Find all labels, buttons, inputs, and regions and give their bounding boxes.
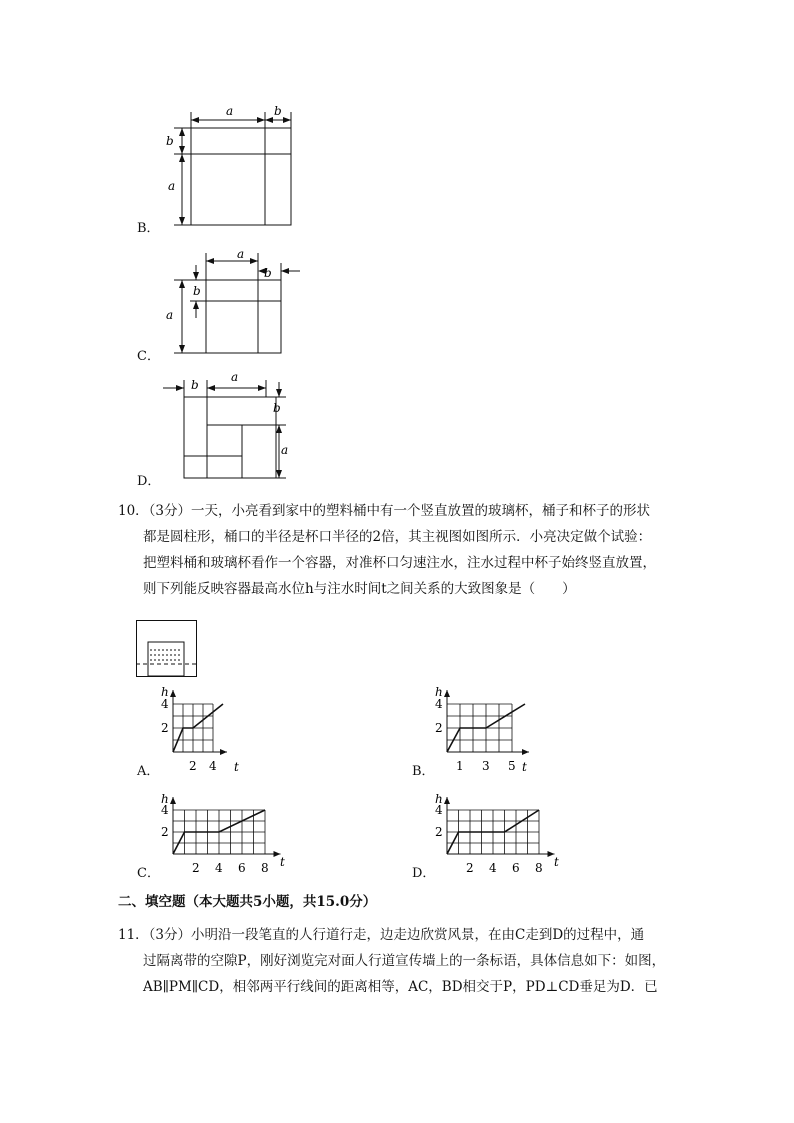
label-b: b [273,401,281,415]
label-a: a [168,179,176,193]
question-text: 都是圆柱形，桶口的半径是杯口半径的2倍，其主视图如图所示．小亮决定做个试验： [143,529,652,545]
x-tick-label: 8 [535,861,543,875]
q10-option-a-label: A． [137,764,160,779]
y-axis-label: h [435,685,443,699]
q9-figure-b [160,98,310,233]
y-tick-label: 2 [435,825,443,839]
x-tick-label: 4 [209,759,217,773]
chart-option-d [432,786,564,878]
label-b: b [274,104,282,118]
label-b: b [264,266,272,280]
x-tick-label: 6 [512,861,520,875]
y-tick-label: 2 [161,825,169,839]
y-tick-label: 4 [435,803,443,817]
x-tick-label: 2 [189,759,197,773]
q10-option-d-label: D． [412,866,436,881]
chart-option-c [158,786,290,878]
x-axis-label: t [522,760,527,774]
x-tick-label: 6 [238,861,246,875]
x-tick-label: 2 [466,861,474,875]
chart-option-a [158,683,248,775]
y-axis-label: h [161,685,169,699]
y-axis-arrow [170,797,176,804]
question-number: 10．（3分） [118,503,192,519]
label-a: a [281,443,289,457]
y-axis-label: h [161,792,169,806]
question-10 [118,498,688,602]
q10-option-b-label: B． [412,764,435,779]
label-b: b [166,134,174,148]
y-tick-label: 4 [161,803,169,817]
q9-figure-c [160,243,310,358]
x-tick-label: 2 [192,861,200,875]
y-axis-label: h [435,792,443,806]
question-text: 小明沿一段笔直的人行道行走，边走边欣赏风景，在由C走到D的过程中，通 [191,927,645,943]
x-tick-label: 4 [215,861,223,875]
label-b: b [191,378,199,392]
x-tick-label: 8 [261,861,269,875]
x-axis-label: t [234,760,239,774]
label-a: a [231,370,239,384]
question-text: AB∥PM∥CD，相邻两平行线间的距离相等，AC，BD相交于P，PD⊥CD垂足为D．已 [143,979,658,995]
container-front-view [136,620,198,678]
x-tick-label: 4 [489,861,497,875]
q10-option-c-label: C． [137,866,160,881]
y-tick-label: 4 [435,697,443,711]
label-a: a [166,308,174,322]
question-text: 则下列能反映容器最高水位h与注水时间t之间关系的大致图象是（ ） [143,581,576,597]
y-tick-label: 2 [161,721,169,735]
y-tick-label: 4 [161,697,169,711]
q9-option-b-label: B． [137,221,160,236]
section-title: 二、填空题（本大题共5小题，共15.0分） [118,894,377,910]
label-a: a [226,104,234,118]
y-axis-arrow [170,690,176,697]
q9-option-c-label: C． [137,349,160,364]
x-axis-label: t [554,855,559,869]
question-number: 11．（3分） [118,927,192,943]
y-axis-arrow [444,797,450,804]
chart-option-b [432,683,532,775]
x-tick-label: 1 [456,759,464,773]
label-a: a [237,247,245,261]
x-tick-label: 5 [508,759,516,773]
q9-option-d-label: D． [137,474,161,489]
x-axis-label: t [280,855,285,869]
question-text: 把塑料桶和玻璃杯看作一个容器，对准杯口匀速注水，注水过程中杯子始终竖直放置， [143,555,656,571]
question-11 [118,922,688,1000]
question-text: 过隔离带的空隙P，刚好浏览完对面人行道宣传墙上的一条标语，具体信息如下：如图， [143,953,666,969]
label-b: b [193,284,201,298]
x-tick-label: 3 [482,759,490,773]
question-text: 一天，小亮看到家中的塑料桶中有一个竖直放置的玻璃杯，桶子和杯子的形状 [191,503,651,519]
y-axis-arrow [444,690,450,697]
y-tick-label: 2 [435,721,443,735]
x-axis-arrow [220,749,227,755]
x-axis-arrow [522,749,529,755]
q9-figure-d [160,368,310,483]
